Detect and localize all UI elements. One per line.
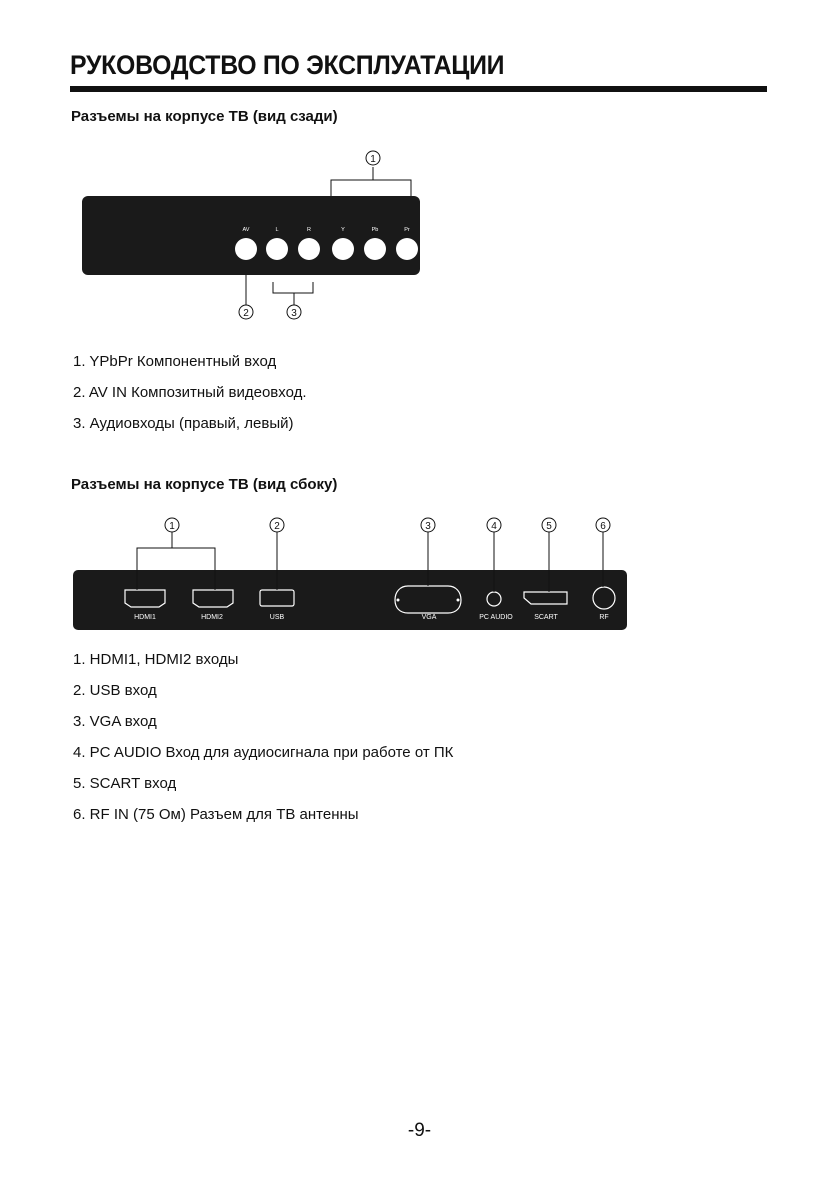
vga-port: [395, 586, 461, 613]
side-label-hdmi2: HDMI2: [201, 614, 223, 621]
hdmi1-port: [125, 590, 165, 607]
hdmi2-port: [193, 590, 233, 607]
list-item: 3. Аудиовходы (правый, левый): [73, 415, 294, 432]
rear-section-heading: Разъемы на корпусе ТВ (вид сзади): [71, 108, 338, 125]
side-label-vga: VGA: [421, 614, 437, 621]
side-callout-3: 3: [425, 521, 431, 532]
rear-callout-3: 3: [291, 308, 297, 319]
side-label-usb: USB: [269, 614, 285, 621]
pc-audio-port: [487, 592, 501, 606]
page-number: -9-: [407, 1120, 432, 1141]
side-callout-2: 2: [274, 521, 280, 532]
scart-port: [524, 592, 567, 604]
side-label-pc-audio: PC AUDIO: [479, 614, 513, 621]
rear-label-pr: Pr: [404, 227, 410, 233]
side-connector-list: [73, 651, 453, 837]
list-item: 2. USB вход: [73, 682, 157, 699]
rear-label-r: R: [307, 227, 311, 233]
side-label-rf: RF: [599, 614, 609, 621]
rear-callout-2: 2: [243, 308, 249, 319]
rear-label-l: L: [275, 227, 279, 233]
rear-label-pb: Pb: [371, 227, 379, 233]
side-callout-4: 4: [491, 521, 497, 532]
side-section-heading: Разъемы на корпусе ТВ (вид сбоку): [71, 476, 338, 493]
list-item: 2. AV IN Композитный видеовход.: [73, 384, 307, 401]
list-item: 1. YPbPr Компонентный вход: [73, 353, 277, 370]
side-label-scart: SCART: [534, 614, 558, 621]
rear-callout-1: 1: [370, 154, 376, 165]
list-item: 4. PC AUDIO Вход для аудиосигнала при работе от ПК: [73, 744, 454, 761]
side-callout-5: 5: [546, 521, 552, 532]
list-item: 1. HDMI1, HDMI2 входы: [73, 651, 239, 668]
side-callout-1: 1: [169, 521, 175, 532]
list-item: 3. VGA вход: [73, 713, 157, 730]
rear-label-y: Y: [341, 227, 345, 233]
page-title: РУКОВОДСТВО ПО ЭКСПЛУАТАЦИИ: [70, 50, 505, 80]
rf-port: [593, 587, 615, 609]
list-item: 6. RF IN (75 Ом) Разъем для ТВ антенны: [73, 806, 359, 823]
side-callout-6: 6: [600, 521, 606, 532]
list-item: 5. SCART вход: [73, 775, 177, 792]
rear-label-av: AV: [242, 227, 250, 233]
usb-port: [260, 590, 294, 606]
side-label-hdmi1: HDMI1: [134, 614, 156, 621]
